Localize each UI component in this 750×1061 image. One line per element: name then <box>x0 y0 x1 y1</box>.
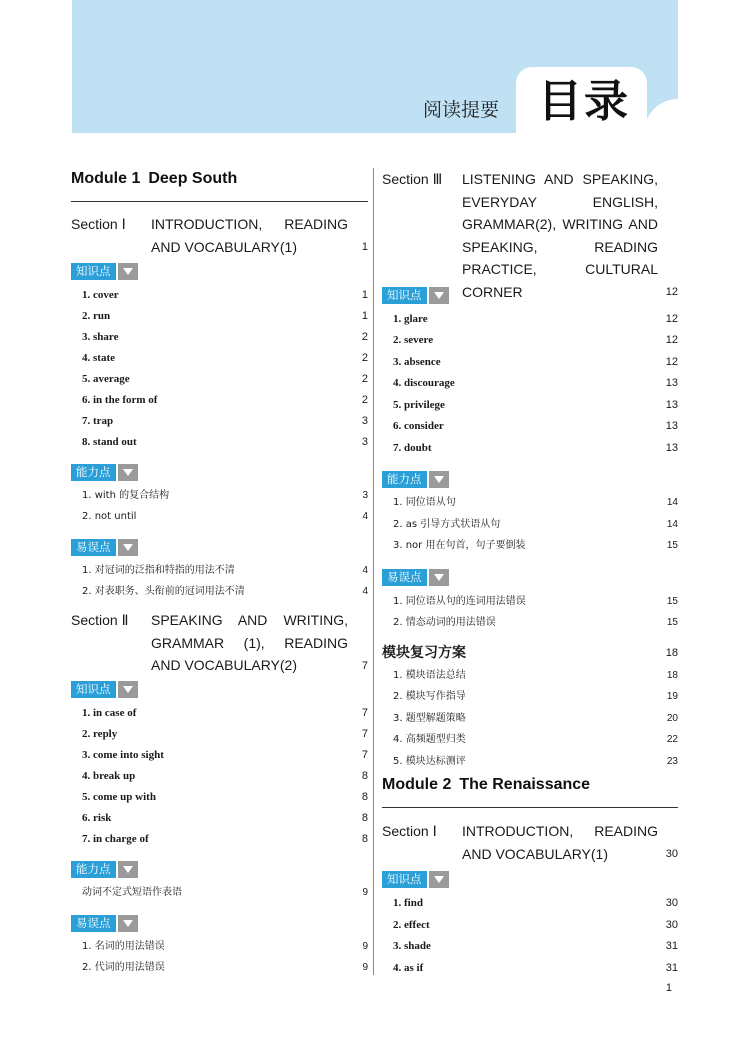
list-item[interactable]: 2. 代词的用法错误 9 <box>82 962 368 973</box>
section-1-entry[interactable] <box>71 213 368 258</box>
module-rule <box>71 201 368 202</box>
list-item[interactable]: 3. shade 31 <box>393 940 678 952</box>
list-item[interactable]: 4. break up 8 <box>82 770 368 782</box>
chevron-down-icon <box>429 287 449 304</box>
list-item[interactable]: 3. 题型解题策略 20 <box>393 713 678 724</box>
ability-tag <box>71 463 368 481</box>
error-tag <box>382 568 678 586</box>
tag-label: 易误点 <box>382 569 427 586</box>
list-item[interactable]: 动词不定式短语作表语 9 <box>82 887 368 898</box>
section-label: Section Ⅲ <box>382 171 443 187</box>
chevron-down-icon <box>118 915 138 932</box>
error-tag <box>71 914 368 932</box>
list-item[interactable]: 3. come into sight 7 <box>82 749 368 761</box>
module-name: The Renaissance <box>459 776 591 793</box>
list-item[interactable]: 4. 高频题型归类 22 <box>393 734 678 745</box>
tag-label: 能力点 <box>382 471 427 488</box>
list-item[interactable]: 6. risk 8 <box>82 812 368 824</box>
list-item[interactable]: 1. 同位语从句 14 <box>393 497 678 508</box>
knowledge-tag <box>382 286 678 304</box>
tag-label: 易误点 <box>71 539 116 556</box>
page-title: 目录 <box>538 76 630 127</box>
knowledge-tag <box>71 262 368 280</box>
list-item[interactable]: 5. privilege 13 <box>393 399 678 411</box>
header-subtitle: 阅读提要 <box>423 99 500 121</box>
list-item[interactable]: 5. come up with 8 <box>82 791 368 803</box>
list-item[interactable]: 1. 对冠词的泛指和特指的用法不清 4 <box>82 565 368 576</box>
module-name: Deep South <box>148 170 238 187</box>
banner-corner <box>644 99 678 133</box>
tag-label: 知识点 <box>382 287 427 304</box>
list-item[interactable]: 1. find 30 <box>393 897 678 909</box>
list-item[interactable]: 5. 模块达标测评 23 <box>393 756 678 767</box>
list-item[interactable]: 2. severe 12 <box>393 334 678 346</box>
chevron-down-icon <box>118 539 138 556</box>
module-review-heading[interactable]: 模块复习方案 18 <box>382 645 678 661</box>
section-label: Section Ⅱ <box>71 612 129 628</box>
list-item[interactable]: 1. 同位语从句的连词用法错误 15 <box>393 596 678 607</box>
error-tag <box>71 538 368 556</box>
tag-label: 易误点 <box>71 915 116 932</box>
module-1-heading[interactable] <box>71 170 368 188</box>
module-label: Module 1 <box>71 170 141 187</box>
ability-tag <box>71 860 368 878</box>
tag-label: 能力点 <box>71 861 116 878</box>
list-item[interactable]: 3. absence 12 <box>393 356 678 368</box>
knowledge-tag <box>71 680 368 698</box>
list-item[interactable]: 2. not until 4 <box>82 511 368 522</box>
list-item[interactable]: 4. discourage 13 <box>393 377 678 389</box>
list-item[interactable]: 4. state 2 <box>82 352 368 364</box>
list-item[interactable]: 2. run 1 <box>82 310 368 322</box>
chevron-down-icon <box>118 263 138 280</box>
page-number: 1 <box>665 982 672 994</box>
section-label: Section Ⅰ <box>71 216 126 232</box>
list-item[interactable]: 2. reply 7 <box>82 728 368 740</box>
section-title: INTRODUCTION, READING AND VOCABULARY(1) <box>151 216 348 255</box>
chevron-down-icon <box>118 464 138 481</box>
list-item[interactable]: 7. trap 3 <box>82 415 368 427</box>
section-2-entry[interactable] <box>71 609 368 677</box>
tag-label: 知识点 <box>71 681 116 698</box>
list-item[interactable]: 2. 情态动词的用法错误 15 <box>393 617 678 628</box>
list-item[interactable]: 2. 对表职务、头衔前的冠词用法不清 4 <box>82 586 368 597</box>
list-item[interactable]: 2. as 引导方式状语从句 14 <box>393 519 678 530</box>
list-item[interactable]: 3. share 2 <box>82 331 368 343</box>
section-3-entry[interactable] <box>382 168 678 303</box>
section-label: Section Ⅰ <box>382 823 437 839</box>
list-item[interactable]: 3. nor 用在句首，句子要倒装 15 <box>393 540 678 551</box>
section-title: SPEAKING AND WRITING, GRAMMAR (1), READING AND VOCABULARY(2) <box>151 612 348 673</box>
list-item[interactable]: 6. consider 13 <box>393 420 678 432</box>
list-item[interactable]: 7. in charge of 8 <box>82 833 368 845</box>
column-divider <box>373 168 374 975</box>
chevron-down-icon <box>429 871 449 888</box>
chevron-down-icon <box>429 471 449 488</box>
list-item[interactable]: 7. doubt 13 <box>393 442 678 454</box>
chevron-down-icon <box>118 681 138 698</box>
list-item[interactable]: 2. effect 30 <box>393 919 678 931</box>
ability-tag <box>382 470 678 488</box>
chevron-down-icon <box>118 861 138 878</box>
list-item[interactable]: 6. in the form of 2 <box>82 394 368 406</box>
list-item[interactable]: 8. stand out 3 <box>82 436 368 448</box>
list-item[interactable]: 1. with 的复合结构 3 <box>82 490 368 501</box>
module-rule <box>382 807 678 808</box>
tag-label: 知识点 <box>382 871 427 888</box>
list-item[interactable]: 4. as if 31 <box>393 962 678 974</box>
section-4-entry[interactable] <box>382 820 678 865</box>
list-item[interactable]: 1. 模块语法总结 18 <box>393 670 678 681</box>
list-item[interactable]: 5. average 2 <box>82 373 368 385</box>
knowledge-tag <box>382 870 678 888</box>
module-label: Module 2 <box>382 776 452 793</box>
tag-label: 知识点 <box>71 263 116 280</box>
tag-label: 能力点 <box>71 464 116 481</box>
section-page: 30 <box>665 848 678 860</box>
section-page: 12 <box>665 286 678 298</box>
list-item[interactable]: 1. in case of 7 <box>82 707 368 719</box>
list-item[interactable]: 1. glare 12 <box>393 313 678 325</box>
section-title: INTRODUCTION, READING AND VOCABULARY(1) <box>462 823 658 862</box>
list-item[interactable]: 1. 名词的用法错误 9 <box>82 941 368 952</box>
section-title: LISTENING AND SPEAKING, EVERYDAY ENGLISH, GRAMMAR(2), WRITING AND SPEAKING, READING PRACTICE, CULTURAL CORNER <box>462 171 658 300</box>
section-page: 7 <box>361 659 368 672</box>
module-2-heading[interactable] <box>382 776 678 794</box>
list-item[interactable]: 1. cover 1 <box>82 289 368 301</box>
list-item[interactable]: 2. 模块写作指导 19 <box>393 691 678 702</box>
section-page: 1 <box>361 241 368 253</box>
chevron-down-icon <box>429 569 449 586</box>
